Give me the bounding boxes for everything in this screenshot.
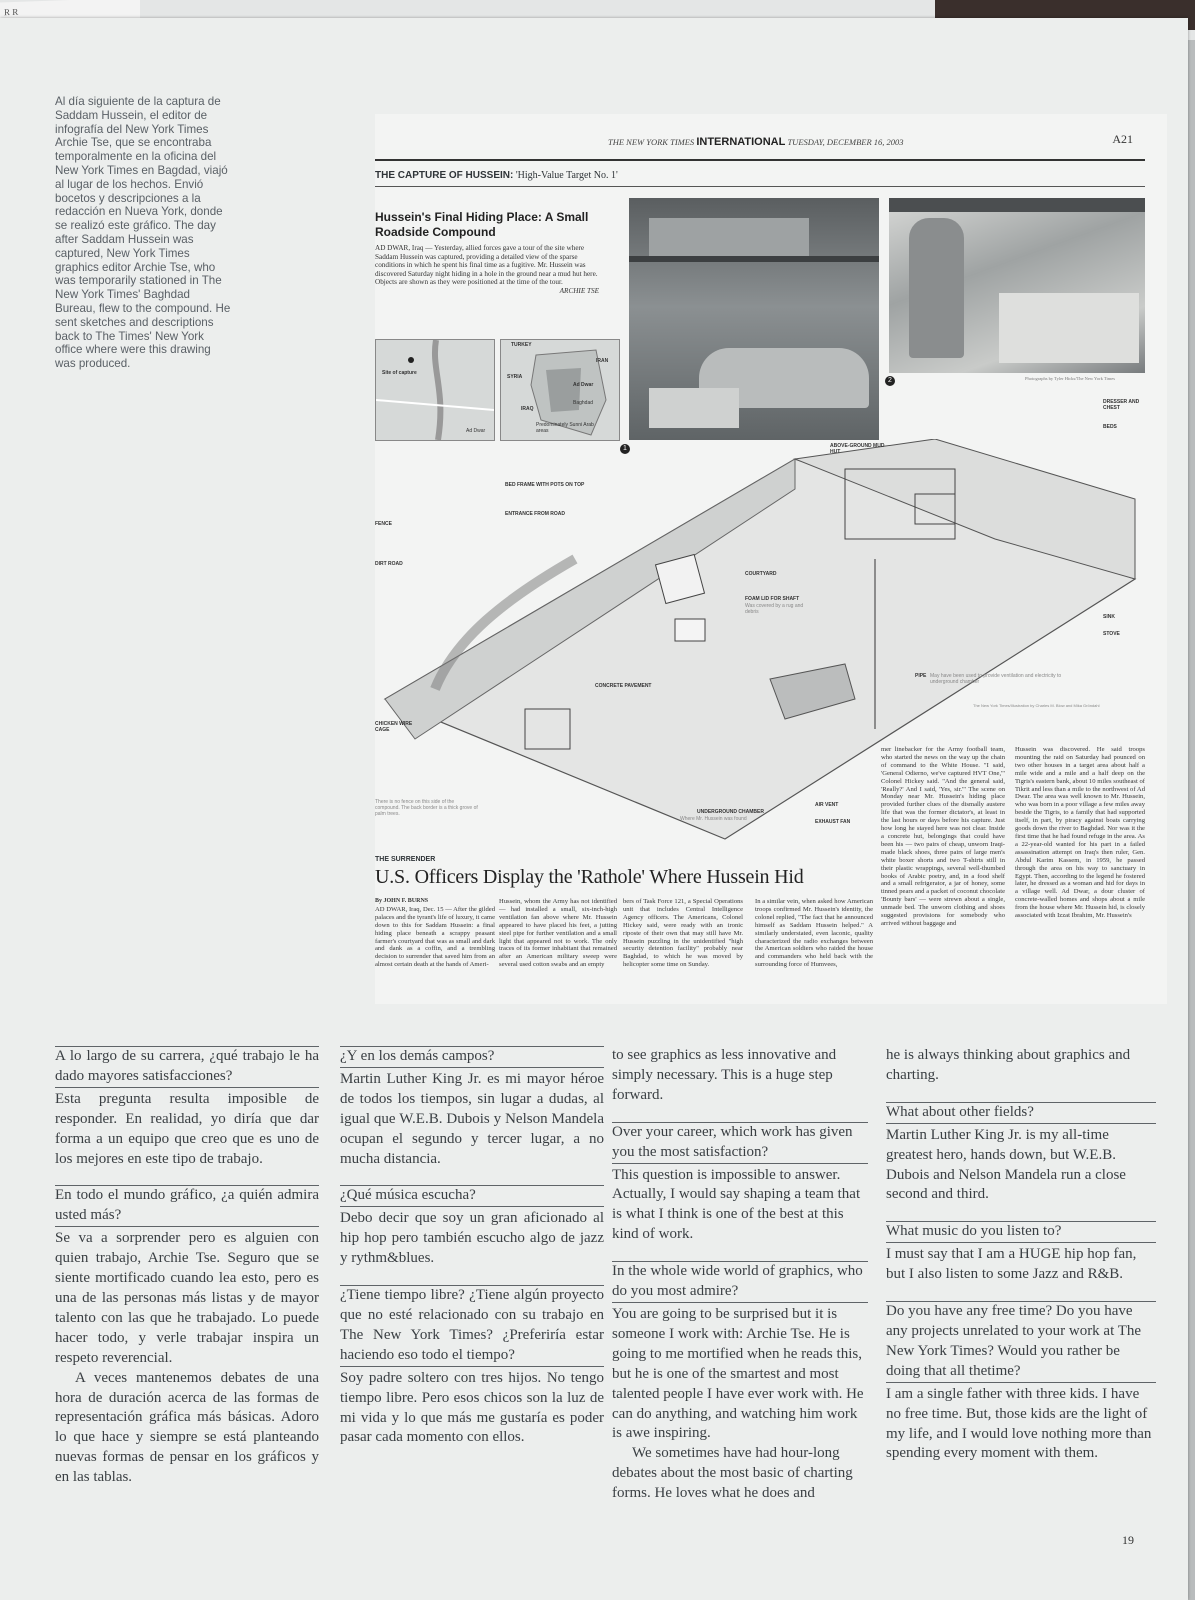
kicker-rest: 'High-Value Target No. 1' (515, 170, 618, 181)
map-roads (376, 340, 494, 440)
map-baghdad: Baghdad (573, 400, 594, 406)
es-answer-5: Soy padre soltero con tres hijos. No tengo tiempo libre. Pero esos chicos son la luz de mi vida y lo que más me gustaría es poder pasar cada momento con ellos. (340, 1369, 604, 1446)
article-column-1 (375, 898, 495, 969)
photo-soldier (909, 218, 964, 358)
es-question-1: A lo largo de su carrera, ¿qué trabajo le ha dado mayores satisfacciones? (55, 1046, 319, 1088)
locator-map-site (375, 339, 495, 441)
es-question-5: ¿Tiene tiempo libre? ¿Tiene algún proyecto que no esté relacionado con su trabajo en The New York Times? ¿Preferiría estar haciendo eso todo el tiempo? (340, 1285, 604, 1367)
photo-jars (649, 218, 809, 256)
graphic-intro-text: AD DWAR, Iraq — Yesterday, allied forces gave a tour of the site where Saddam Hussein was captured, providing a detailed view of the sparse conditions in which he spent his final time as a fugitive. Mr. Hussein was discovered Saturday night hiding in a hole in the ground near a mud hut here. Objects are shown as they were positioned at the time of the tour. (375, 244, 598, 287)
photo-number-2: 2 (885, 376, 895, 386)
kicker-bold: THE CAPTURE OF HUSSEIN: (375, 170, 514, 181)
label-fence: FENCE (375, 521, 392, 527)
photo-bedroom (889, 198, 1145, 373)
article-col2-text: Hussein, whom the Army has not identified — had installed a small, six-inch-high ventilation fan above where Mr. Hussein appeared to have placed his feet, a jutting steel pipe for further ventilation and a small light that appeared not to work. The only traces of its former inhabitant that remained after an American military sweep were several used cotton swabs and an empty (499, 898, 617, 969)
label-entrance: ENTRANCE FROM ROAD (505, 511, 565, 517)
es-answer-4: Debo decir que soy un gran aficionado al hip hop pero también escucho algo de jazz y rythm&blues. (340, 1210, 604, 1267)
photo-shelf (629, 256, 879, 262)
photo-eggs (649, 388, 739, 428)
article-column-5 (881, 746, 1005, 990)
label-beds: BEDS (1103, 424, 1117, 430)
folio-paper: THE NEW YORK TIMES (608, 137, 695, 147)
article-column-4 (755, 898, 873, 969)
interview-en-column-2 (886, 1046, 1156, 1464)
corner-text: R R (4, 6, 19, 18)
top-rule (375, 159, 1145, 161)
map-turkey: TURKEY (511, 342, 532, 348)
es-answer-3: Martin Luther King Jr. es mi mayor héroe de todos los tiempos, sin lugar a dudas, al igual que W.E.B. Dubois y Nelson Mandela ocupan el segundo y tercer lugar, a no mucha distancia. (340, 1070, 604, 1167)
en-question-3: What about other fields? (886, 1102, 1156, 1124)
en-answer-4: I must say that I am a HUGE hip hop fan, but I also listen to some Jazz and R&B. (886, 1246, 1137, 1283)
article-col5-text: mer linebacker for the Army football team, who started the news on the way up the chain of command to the White House. "I said, 'General Odierno, we've captured HVT One,'" Colonel Hickey said. "And the general said, 'Really?' And I said, 'Yes, sir.'" The scene on Monday near Mr. Hussein's hiding place provided further clues of the dismally austere life that was the former dictator's, at least in the last hours or days before his capture. Just how long he stayed here was not clear. Inside a concrete hut, belongings that could have been his — two pairs of cheap, unworn Iraqi-made black shoes, three pairs of large men's white boxer shorts and two T-shirts still in their plastic wrappings, several well-thumbed books of Arabic poetry, and, in a food shelf and a small refrigerator, a jar of honey, some tinned pears and a packet of coconut chocolate 'Bounty bars' — were strewn about a single, unmade bed. The unworn clothing and shoes suggested provisions for somebody who arrived without baggage and (881, 746, 1005, 927)
graphic-title: Hussein's Final Hiding Place: A Small Roadside Compound (375, 210, 589, 239)
article-col4-text: In a similar vein, when asked how American troops confirmed Mr. Hussein's identity, the colonel replied, "The fact that he announced himself as Saddam Hussein helped." A similarly understated, even laconic, quality characterized the radio exchanges between the American soldiers who raided the house and commanders who held back with the surrounding force of Humvees, (755, 898, 873, 969)
locator-map-iraq (500, 339, 620, 441)
interview-es-column-1 (55, 1046, 319, 1488)
es-question-3: ¿Y en los demás campos? (340, 1046, 604, 1068)
article-col3-text: bers of Task Force 121, a Special Operations unit that includes Central Intelligence Agency officers. The Americans, Colonel Hickey said, were ready with an ironic riposte of their own that may still have Mr. Hussein puzzling in the unidentified "high security detention facility" probably near Baghdad, to which he was moved by helicopter some time on Sunday. (623, 898, 743, 969)
label-air-vent: AIR VENT (815, 802, 839, 808)
note-pipe: May have been used to provide ventilation and electricity to underground chamber (930, 673, 1062, 685)
interview-es-column-2 (340, 1046, 604, 1448)
graphic-intro (375, 244, 599, 296)
section-kicker (375, 170, 618, 181)
label-courtyard: COURTYARD (745, 571, 777, 577)
newspaper-clipping (375, 114, 1167, 1004)
label-bed-frame: BED FRAME WITH POTS ON TOP (505, 482, 585, 488)
photo-bed (999, 293, 1139, 363)
article-column-3 (623, 898, 743, 969)
map2-ad-dwar: Ad Dwar (573, 382, 594, 388)
graphic-credit: ARCHIE TSE (559, 286, 599, 295)
article-byline: By JOHN F. BURNS (375, 898, 429, 904)
folio-date: TUESDAY, DECEMBER 16, 2003 (787, 137, 904, 147)
label-pipe: PIPE (915, 673, 927, 679)
en-answer-2c: he is always thinking about graphics and charting. (886, 1047, 1131, 1083)
intro-text: Al día siguiente de la captura de Saddam Hussein, el editor de infografía del New York Times Archie Tse, que se encontraba temporalmente en la oficina del New York Times en Bagdad, viajó al lugar de los hechos. Envió bocetos y descripciones a la redacción en Nueva York, donde se realizó este gráfico. The day after Saddam Hussein was captured, New York Times graphics editor Archie Tse, who was temporarily stationed in The New York Times' Baghdad Bureau, flew to the compound. He sent sketches and descriptions back to The Times' New York office where were this drawing was produced. (55, 95, 231, 371)
map-iran: IRAN (596, 358, 609, 364)
map-iraq: IRAQ (521, 406, 534, 412)
article-col6-text: Hussein was discovered. He said troops mounting the raid on Saturday had pounced on two other houses in a target area about half a mile wide and a mile and a half deep on the Tigris's eastern bank, about 10 miles southeast of Tikrit and less than a mile to the northwest of Ad Dwar. The area was well known to Mr. Hussein, who was born in a poor village a few miles away beside the Tigris, to a family that had supported itself, in part, by piracy against boats carrying goods down the river to Baghdad. Nor was it the first time that he had found refuge in the area. As a 22-year-old wanted for his part in a failed assassination attempt on Iraq's then ruler, Gen. Abdul Karim Kassem, in 1959, he passed through the area on his way to sanctuary in Egypt. Then, according to the legend he fostered later, he dressed as a woman and hid for days in a village well. Ad Dwar, a dour cluster of concrete-walled homes and shops about a mile from the house where Mr. Hussein hid, is closely associated with Izzat Ibrahim, Mr. Hussein's (1015, 746, 1145, 920)
en-answer-3: Martin Luther King Jr. is my all-time greatest hero, hands down, but W.E.B. Dubois and Nelson Mandela run a close second and third. (886, 1126, 1126, 1203)
clipping-page-number: A21 (1112, 132, 1133, 146)
map-sunni-areas: Predominately Sunni Arab areas (536, 422, 594, 434)
intro-caption (55, 95, 233, 371)
folio-section: INTERNATIONAL (696, 136, 786, 148)
label-dresser: DRESSER AND CHEST (1103, 399, 1140, 411)
photo-kitchen (629, 198, 879, 440)
photo-ceiling (889, 198, 1145, 212)
label-chamber: UNDERGROUND CHAMBER (697, 809, 764, 815)
note-foam-lid: Was covered by a rug and debris (745, 603, 804, 615)
es-question-4: ¿Qué música escucha? (340, 1185, 604, 1207)
en-question-2: In the whole wide world of graphics, who do you most admire? (612, 1261, 868, 1303)
label-mud-hut: ABOVE-GROUND MUD HUT (830, 443, 885, 455)
label-sink: SINK (1103, 614, 1115, 620)
label-dirt-road: DIRT ROAD (375, 561, 403, 567)
label-foam-lid: FOAM LID FOR SHAFT (745, 596, 800, 602)
label-chicken-cage: CHICKEN WIRE CAGE (375, 721, 413, 733)
en-answer-2b: We sometimes have had hour-long debates about the most basic of charting forms. He loves what he does and (612, 1445, 853, 1502)
surrender-kicker: THE SURRENDER (375, 856, 436, 863)
map-site-label: Site of capture (382, 370, 417, 376)
note-chamber: Where Mr. Hussein was found (680, 816, 747, 822)
article-headline: U.S. Officers Display the 'Rathole' Where Hussein Hid (375, 866, 804, 888)
article-column-6 (1015, 746, 1145, 990)
article-column-2 (499, 898, 617, 969)
map-syria: SYRIA (507, 374, 523, 380)
en-question-1: Over your career, which work has given you the most satisfaction? (612, 1122, 868, 1164)
label-stove: STOVE (1103, 631, 1120, 637)
photo-credit: Photographs by Tyler Hicks/The New York Times (1025, 376, 1115, 381)
en-answer-5: I am a single father with three kids. I have no free time. But, those kids are the light of my life, and I would love nothing more than spending every moment with them. (886, 1385, 1152, 1462)
map-ad-dwar: Ad Dwar (466, 428, 486, 434)
note-fence: There is no fence on this side of the compound. The back border is a thick grove of palm trees. (375, 799, 478, 817)
es-answer-2b: A veces mantenemos debates de una hora de duración acerca de las formas de representación gráfica más básicas. Adoro lo que hace y siempre se está planteando nuevas formas de pensar en los gráficos y en las tablas. (55, 1369, 319, 1486)
photo-number-1: 1 (620, 444, 630, 454)
en-answer-0: to see graphics as less innovative and simply necessary. This is a huge step forward. (612, 1047, 837, 1103)
en-question-5: Do you have any free time? Do you have any projects unrelated to your work at The New York Times? Would you rather be doing that all thetime? (886, 1301, 1156, 1383)
kicker-rule (375, 186, 1145, 187)
illustration-credit: The New York Times/Illustration by Charles M. Blow and Mika Gröndahl (973, 703, 1100, 708)
book-page (0, 18, 1188, 1600)
en-answer-1: This question is impossible to answer. Actually, I would say shaping a team that is what I think is one of the best at this kind of work. (612, 1166, 861, 1243)
es-answer-1: Esta pregunta resulta imposible de responder. En realidad, yo diría que dar forma a un equipo que creo que es uno de los mejores en este tipo de trabajo. (55, 1090, 319, 1167)
interview-en-column-1 (612, 1046, 868, 1504)
folio (608, 136, 904, 148)
article-col1-text: AD DWAR, Iraq, Dec. 15 — After the gilded palaces and the tyrant's life of luxury, it came down to this for Saddam Hussein: a final hiding place beneath a scrappy peasant farmer's courtyard that was as small and dark and dank as a coffin, and a trembling decision to surrender that saved him from an almost certain death at the hands of Ameri- (375, 905, 495, 969)
es-question-2: En todo el mundo gráfico, ¿a quién admira usted más? (55, 1185, 319, 1227)
label-concrete: CONCRETE PAVEMENT (595, 683, 652, 689)
es-answer-2: Se va a sorprender pero es alguien con quien trabajo, Archie Tse. Seguro que se siente mortificado cuando lea esto, pero es una de las personas más listas y de mayor talento con las que he trabajado. Lo puede hacer todo, y verle trabajar inspira un respeto reverencial. (55, 1230, 319, 1366)
en-answer-2: You are going to be surprised but it is someone I work with: Archie Tse. He is going to me mortified when he reads this, but he is one of the smartest and most talented people I have ever work with. He can do anything, and watching him work is awe inspiring. (612, 1305, 864, 1442)
label-exhaust-fan: EXHAUST FAN (815, 819, 851, 825)
page-number: 19 (1122, 1533, 1134, 1547)
en-question-4: What music do you listen to? (886, 1221, 1156, 1243)
